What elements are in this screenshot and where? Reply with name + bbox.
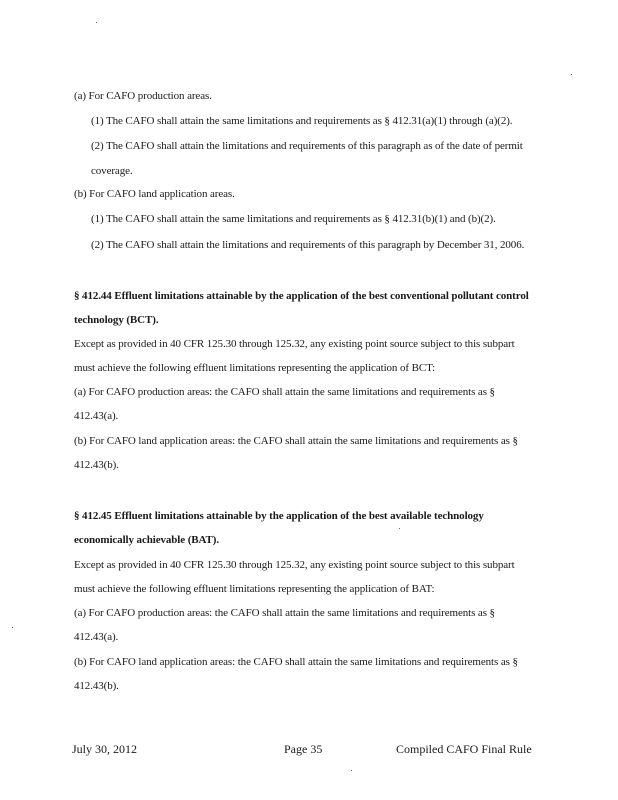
para-b-land-heading: (b) For CAFO land application areas. [74, 188, 235, 200]
section-412-44-b-line1: (b) For CAFO land application areas: the CAFO shall attain the same limitations and requirements as § [74, 435, 518, 447]
section-412-45-b-line1: (b) For CAFO land application areas: the CAFO shall attain the same limitations and requirements as § [74, 656, 518, 668]
scan-speck [12, 627, 13, 628]
para-a1: (1) The CAFO shall attain the same limitations and requirements as § 412.31(a)(1) through (a)(2). [91, 115, 513, 127]
section-412-44-intro-line2: must achieve the following effluent limitations representing the application of BCT: [74, 362, 436, 374]
section-412-44-a-line1: (a) For CAFO production areas: the CAFO shall attain the same limitations and requirements as § [74, 386, 495, 398]
para-b2: (2) The CAFO shall attain the limitations and requirements of this paragraph by December 31, 2006. [91, 239, 525, 251]
section-412-44-a-line2: 412.43(a). [74, 410, 119, 422]
section-412-45-intro-line2: must achieve the following effluent limitations representing the application of BAT: [74, 583, 435, 595]
footer-page-number: Page 35 [284, 742, 323, 756]
scan-speck [351, 770, 352, 771]
section-412-45-heading-line2: economically achievable (BAT). [74, 534, 219, 546]
footer-document-title: Compiled CAFO Final Rule [396, 742, 532, 756]
section-412-44-heading-line1: § 412.44 Effluent limitations attainable by the application of the best conventional pollutant control [74, 290, 529, 302]
scan-speck [96, 22, 97, 23]
para-a-production-heading: (a) For CAFO production areas. [74, 90, 212, 102]
section-412-45-heading-line1: § 412.45 Effluent limitations attainable by the application of the best available technology [74, 510, 484, 522]
section-412-45-a-line2: 412.43(a). [74, 631, 119, 643]
para-b1: (1) The CAFO shall attain the same limitations and requirements as § 412.31(b)(1) and (b)(2). [91, 213, 496, 225]
footer-date: July 30, 2012 [72, 742, 138, 756]
section-412-44-intro-line1: Except as provided in 40 CFR 125.30 through 125.32, any existing point source subject to this subpart [74, 338, 515, 350]
para-a2-line2: coverage. [91, 165, 133, 177]
section-412-44-b-line2: 412.43(b). [74, 459, 119, 471]
section-412-45-a-line1: (a) For CAFO production areas: the CAFO shall attain the same limitations and requirements as § [74, 607, 495, 619]
scan-speck [571, 74, 572, 75]
section-412-45-b-line2: 412.43(b). [74, 680, 119, 692]
scan-speck [399, 528, 400, 529]
section-412-45-intro-line1: Except as provided in 40 CFR 125.30 through 125.32, any existing point source subject to this subpart [74, 559, 515, 571]
section-412-44-heading-line2: technology (BCT). [74, 314, 159, 326]
para-a2-line1: (2) The CAFO shall attain the limitations and requirements of this paragraph as of the date of permit [91, 140, 523, 152]
